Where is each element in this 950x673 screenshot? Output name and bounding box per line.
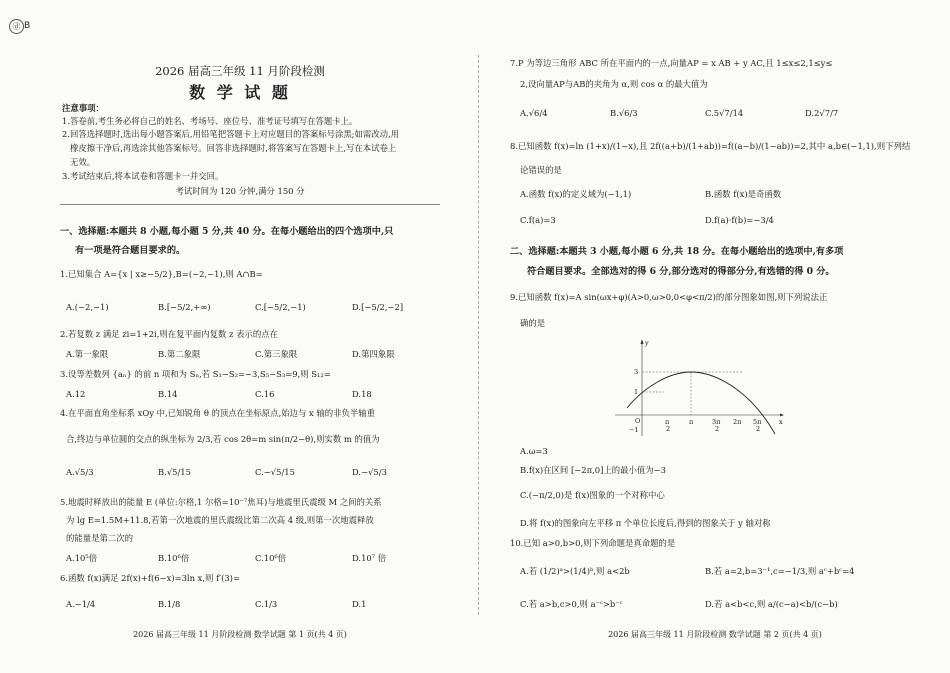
q1-option: A.(−2,−1): [66, 302, 109, 312]
tick-pi: π: [689, 418, 694, 426]
q2-stem: 2.若复数 z 满足 zi=1+2i,则在复平面内复数 z 表示的点在: [60, 329, 278, 339]
q8-stem: 8.已知函数 f(x)=ln (1+x)/(1−x),且 2f((a+b)/(1+ab))=f((a−b)/(1−ab))=2,其中 a,b∈(−1,1),则下列结: [510, 141, 911, 151]
q4-stem-cont: 合,终边与单位圆的交点的纵坐标为 2/3,若 cos 2θ=m sin(π/2−θ),则实数 m 的值为: [66, 434, 380, 444]
q3-option: C.16: [255, 389, 275, 399]
q1-option: B.[−5/2,+∞): [158, 302, 211, 312]
q7-stem: 7.P 为等边三角形 ABC 所在平面内的一点,向量AP = x AB + y AC,且 1≤x≤2,1≤y≤: [510, 58, 833, 68]
q9-option: A.ω=3: [520, 446, 548, 456]
q5-option: C.10⁶倍: [255, 553, 287, 563]
q8-option: B.函数 f(x)是奇函数: [705, 189, 782, 199]
q8-option: C.f(a)=3: [520, 215, 556, 225]
tick-3pi-half: 3π: [712, 418, 721, 426]
notice-line: 橡皮擦干净后,再选涂其他答案标号。回答非选择题时,将答案写在答题卡上,写在本试卷上: [70, 143, 397, 153]
q5-option: D.10⁷ 倍: [352, 553, 387, 563]
q6-stem: 6.函数 f(x)满足 2f(x)+f(6−x)=3ln x,则 f′(3)=: [60, 573, 240, 583]
tick-pi-half: π: [665, 418, 670, 426]
q8-option: A.函数 f(x)的定义域为(−1,1): [520, 189, 632, 199]
q3-option: A.12: [66, 389, 86, 399]
x-axis-arrow-icon: [780, 414, 784, 417]
q5-option: A.10⁵倍: [66, 553, 98, 563]
q10-option: C.若 a>b,c>0,则 a⁻ᶜ>b⁻ᶜ: [520, 599, 623, 609]
q10-option: A.若 (1/2)ᵃ>(1/4)ᵇ,则 a<2b: [520, 566, 630, 576]
tick-pi-half-den: 2: [666, 425, 671, 433]
q4-option: D.−√5/3: [352, 467, 387, 477]
q7-option: A.√6/4: [520, 108, 548, 118]
q2-option: B.第二象限: [158, 349, 201, 359]
q6-option: A.−1/4: [66, 599, 96, 609]
q8-stem-cont: 论错误的是: [520, 165, 562, 175]
q9-option: C.(−π/2,0)是 f(x)图象的一个对称中心: [520, 490, 665, 500]
exam-title: 2026 届高三年级 11 月阶段检测: [155, 64, 325, 78]
q4-option: B.√5/15: [158, 467, 191, 477]
q6-option: C.1/3: [255, 599, 278, 609]
q10-option: D.若 a<b<c,则 a/(c−a)<b/(c−b): [705, 599, 838, 609]
section2-heading-cont: 符合题目要求。全部选对的得 6 分,部分选对的得部分分,有选错的得 0 分。: [527, 266, 835, 277]
tick-minus1: −1: [629, 426, 639, 434]
q1-option: C.[−5/2,−1): [255, 302, 306, 312]
q9-option: D.将 f(x)的图象向左平移 π 个单位长度后,得到的图象关于 y 轴对称: [520, 518, 771, 528]
q3-stem: 3.设等差数列 {aₙ} 的前 n 项和为 Sₙ,若 S₁−S₂=−3,S₅−S₃=9,则 S₁₂=: [60, 369, 331, 379]
q10-option: B.若 a=2,b=3⁻¹,c=−1/3,则 aᶜ+bᶜ=4: [705, 566, 855, 576]
tick-5pi-half: 5π: [753, 418, 762, 426]
y-axis-arrow-icon: [641, 339, 644, 344]
q5-stem: 5.地震时释放出的能量 E (单位:尔格,1 尔格=10⁻⁷焦耳)与地震里氏震级 M 之间的关系: [60, 497, 382, 507]
notice-line: 3.考试结束后,将本试卷和答题卡一并交回。: [62, 171, 224, 181]
q3-option: B.14: [158, 389, 178, 399]
q6-option: B.1/8: [158, 599, 181, 609]
q2-option: D.第四象限: [352, 349, 395, 359]
q9-option: B.f(x)在区间 [−2π,0]上的最小值为−3: [520, 465, 666, 475]
q7-stem-cont: 2,设向量AP与AB的夹角为 α,则 cos α 的最大值为: [520, 79, 708, 89]
q10-stem: 10.已知 a>0,b>0,则下列命题是真命题的是: [510, 538, 676, 548]
q2-option: A.第一象限: [66, 349, 109, 359]
q4-option: C.−√5/15: [255, 467, 295, 477]
x-axis-label: x: [779, 418, 783, 426]
function-graph: [615, 338, 785, 438]
q9-stem: 9.已知函数 f(x)=A sin(ωx+φ)(A>0,ω>0,0<φ<π/2)的部分图象如图,则下列说法正: [510, 292, 828, 302]
q5-stem-cont: 的能量是第二次的: [66, 533, 133, 543]
notice-title: 注意事项：: [62, 103, 104, 113]
tick-2pi: 2π: [733, 418, 742, 426]
q4-stem: 4.在平面直角坐标系 xOy 中,已知锐角 θ 的顶点在坐标原点,始边与 x 轴的非负半轴重: [60, 408, 375, 418]
q7-option: C.5√7/14: [705, 108, 744, 118]
header-rule: [60, 204, 440, 205]
tick-3pi-half-den: 2: [715, 425, 720, 433]
section1-heading: 一、选择题:本题共 8 小题,每小题 5 分,共 40 分。在每小题给出的四个选项中,只: [60, 226, 394, 237]
page1-footer: 2026 届高三年级 11 月阶段检测 数学试题 第 1 页(共 4 页): [133, 630, 347, 639]
x-tick-labels: [665, 418, 762, 433]
section2-heading: 二、选择题:本题共 3 小题,每小题 6 分,共 18 分。在每小题给出的选项中,有多项: [510, 246, 844, 257]
tick-3: 3: [634, 368, 639, 376]
q5-option: B.10⁶倍: [158, 553, 190, 563]
q3-option: D.18: [352, 389, 372, 399]
notice-line: 无效。: [70, 157, 96, 167]
logo-letter: B: [24, 21, 31, 31]
tick-1: 1: [634, 388, 639, 396]
q7-option: B.√6/3: [610, 108, 638, 118]
y-axis-label: y: [645, 339, 649, 347]
logo-icon: ⓓ: [9, 19, 24, 34]
q6-option: D.1: [352, 599, 367, 609]
q7-option: D.2√7/7: [805, 108, 839, 118]
q1-option: D.[−5/2,−2]: [352, 302, 404, 312]
q4-option: A.√5/3: [66, 467, 94, 477]
page2-footer: 2026 届高三年级 11 月阶段检测 数学试题 第 2 页(共 4 页): [608, 630, 822, 639]
tick-5pi-half-den: 2: [756, 425, 761, 433]
page-divider: [478, 55, 479, 615]
q2-option: C.第三象限: [255, 349, 298, 359]
q5-stem-cont: 为 lg E=1.5M+11.8,若第一次地震的里氏震级比第二次高 4 级,则第一次地震释放: [66, 515, 374, 525]
origin-label: O: [635, 417, 641, 425]
time-note: 考试时间为 120 分钟,满分 150 分: [175, 186, 305, 196]
subject-title: 数 学 试 题: [189, 83, 291, 102]
notice-line: 1.答卷前,考生务必将自己的姓名、考场号、座位号、准考证号填写在答题卡上。: [62, 116, 358, 126]
q9-stem-cont: 确的是: [520, 318, 546, 328]
notice-line: 2.回答选择题时,选出每小题答案后,用铅笔把答题卡上对应题目的答案标号涂黑;如需改动,用: [62, 129, 400, 139]
q1-stem: 1.已知集合 A={x | x≥−5/2},B=(−2,−1),则 A∩B=: [60, 269, 263, 279]
section1-heading-cont: 有一项是符合题目要求的。: [75, 245, 186, 256]
q8-option: D.f(a)·f(b)=−3/4: [705, 215, 774, 225]
